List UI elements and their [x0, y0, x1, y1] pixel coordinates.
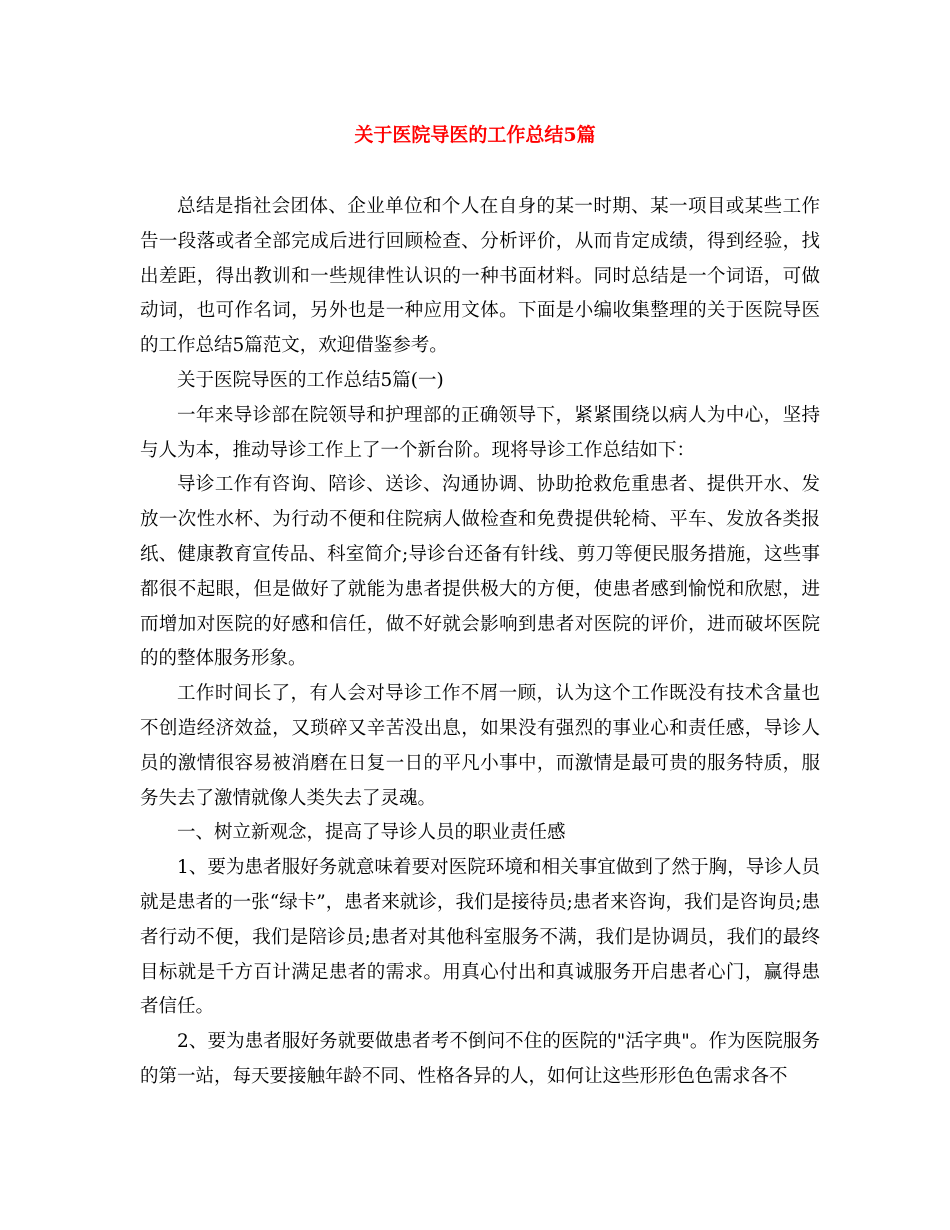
body-paragraph: 一年来导诊部在院领导和护理部的正确领导下，紧紧围绕以病人为中心，坚持与人为本，推动导诊工作上了一个新台阶。现将导诊工作总结如下： [140, 404, 820, 461]
section-heading: 关于医院导医的工作总结5篇(一) [177, 369, 444, 391]
subsection-heading: 一、树立新观念，提高了导诊人员的职业责任感 [177, 822, 566, 844]
body-paragraph: 导诊工作有咨询、陪诊、送诊、沟通协调、协助抢救危重患者、提供开水、发放一次性水杯、为行动不便和住院病人做检查和免费提供轮椅、平车、发放各类报纸、健康教育宣传品、科室简介;导诊台还备有针线、剪刀等便民服务措施，这些事都很不起眼，但是做好了就能为患者提供极大的方便，使患者感到愉悦和欣慰，进而增加对医院的好感和信任，做不好就会影响到患者对医院的评价，进而破坏医院的的整体服务形象。 [140, 474, 820, 670]
document-body [140, 190, 820, 1095]
list-item-paragraph: 2、要为患者服好务就要做患者考不倒问不住的医院的"活字典"。作为医院服务的第一站，每天要接触年龄不同、性格各异的人，如何让这些形形色色需求各不 [140, 1031, 820, 1087]
intro-paragraph: 总结是指社会团体、企业单位和个人在自身的某一时期、某一项目或某些工作告一段落或者全部完成后进行回顾检查、分析评价，从而肯定成绩，得到经验，找出差距，得出教训和一些规律性认识的一种书面材料。同时总结是一个词语，可做动词，也可作名词，另外也是一种应用文体。下面是小编收集整理的关于医院导医的工作总结5篇范文，欢迎借鉴参考。 [140, 196, 820, 357]
list-item-paragraph: 1、要为患者服好务就意味着要对医院环境和相关事宜做到了然于胸，导诊人员就是患者的一张“绿卡”，患者来就诊，我们是接待员;患者来咨询，我们是咨询员;患者行动不便，我们是陪诊员;患者对其他科室服务不满，我们是协调员，我们的最终目标就是千方百计满足患者的需求。用真心付出和真诚服务开启患者心门，赢得患者信任。 [140, 857, 820, 1018]
body-paragraph: 工作时间长了，有人会对导诊工作不屑一顾，认为这个工作既没有技术含量也不创造经济效益，又琐碎又辛苦没出息，如果没有强烈的事业心和责任感，导诊人员的激情很容易被消磨在日复一日的平凡小事中，而激情是最可贵的服务特质，服务失去了激情就像人类失去了灵魂。 [140, 683, 820, 809]
document-title: 关于医院导医的工作总结5篇 [354, 124, 596, 146]
